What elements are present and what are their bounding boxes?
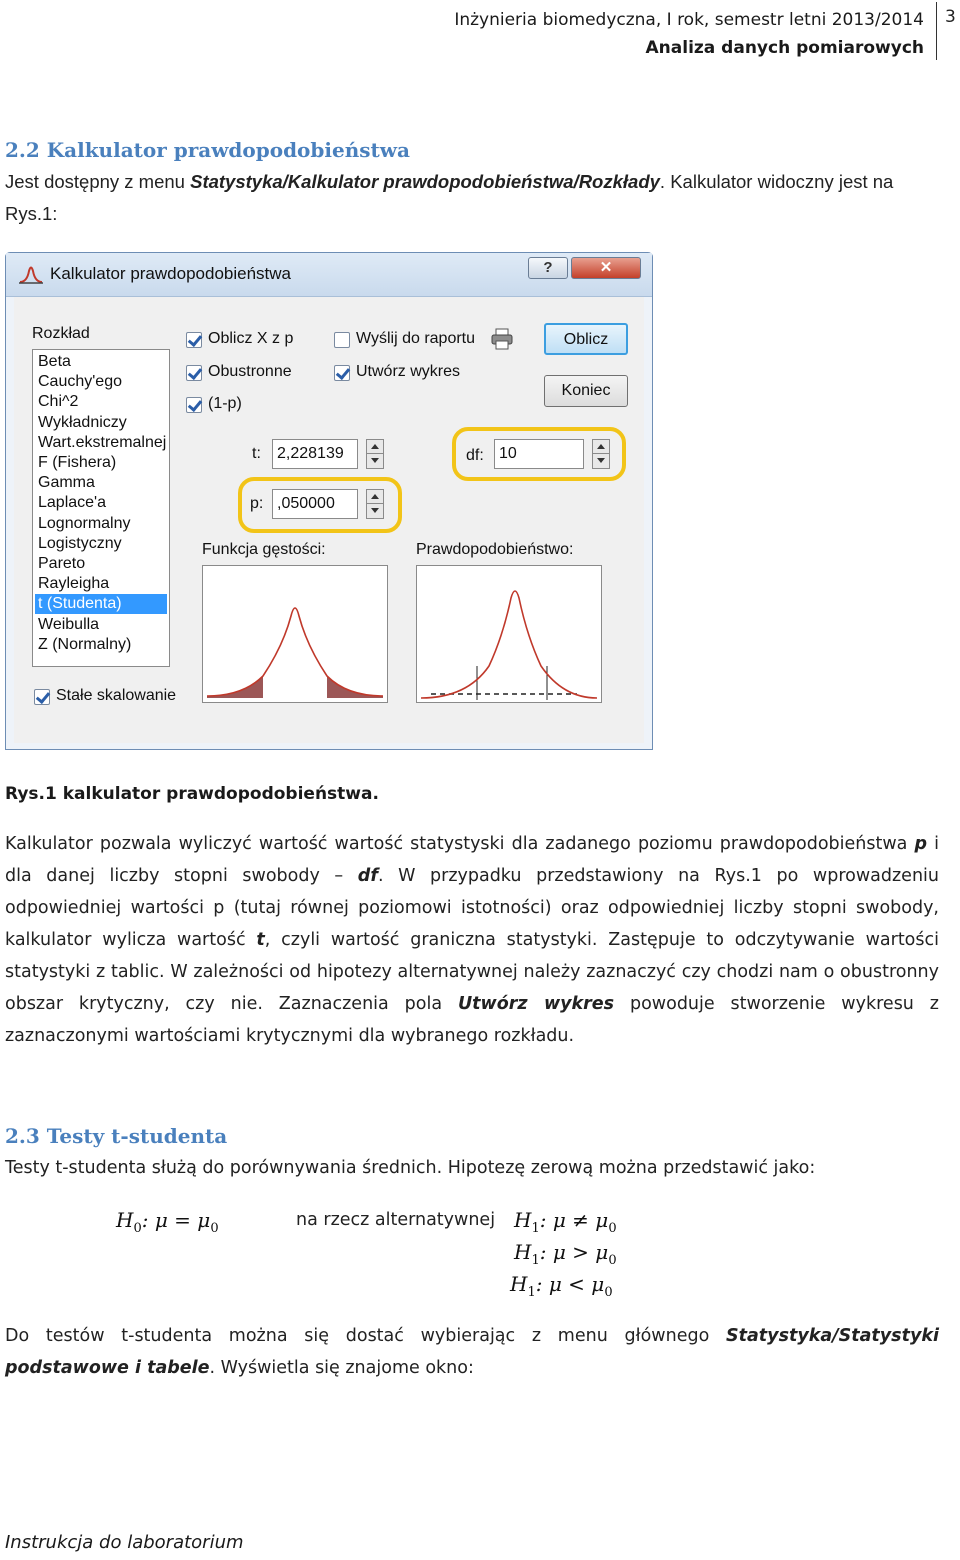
caption-text: Rys.1 kalkulator prawdopodobieństwa. xyxy=(5,784,379,804)
df-term: df xyxy=(357,866,378,886)
two-sided-label: Obustronne xyxy=(208,363,292,380)
text: powoduje stworzenie wykresu z zaznaczonymi wartościami krytycznymi dla wybranego rozkładu. xyxy=(5,994,939,1046)
fixed-scale-label: Stałe skalowanie xyxy=(56,687,177,704)
text: . Wyświetla się znajome okno: xyxy=(209,1358,474,1378)
distribution-item[interactable]: t (Studenta) xyxy=(35,594,167,614)
text: , czyli wartość graniczna statystyki. Zastępuje to odczytywanie wartości statystyki z tablic. W zależności od hipotezy alternatywnej należy zaznaczyć czy chodzi nam o obustronny obszar krytyczny, czy nie. Zaznaczenia pola xyxy=(5,930,939,1014)
header-course: Inżynieria biomedyczna, I rok, semestr letni 2013/2014 xyxy=(454,10,924,30)
distribution-item[interactable]: Gamma xyxy=(38,474,95,492)
send-report-checkbox[interactable] xyxy=(334,332,350,348)
symbol: H xyxy=(514,1240,532,1264)
question-icon: ? xyxy=(543,259,553,276)
distribution-item[interactable]: Cauchy'ego xyxy=(38,373,122,391)
t-spinner[interactable] xyxy=(366,439,384,469)
subscript: 0 xyxy=(133,1221,142,1236)
close-button[interactable] xyxy=(571,257,641,279)
subscript: 0 xyxy=(608,1253,617,1268)
subscript: 0 xyxy=(608,1221,617,1236)
two-sided-checkbox[interactable] xyxy=(186,365,202,381)
alt-hypothesis-lt xyxy=(510,1272,613,1300)
distribution-item[interactable]: Lognormalny xyxy=(38,514,131,532)
section-2-3-intro: Testy t-studenta służą do porównywania średnich. Hipotezę zerową można przedstawić jako: xyxy=(5,1158,816,1178)
distribution-label: Rozkład xyxy=(32,325,90,342)
p-term: p xyxy=(914,834,928,854)
density-label: Funkcja gęstości: xyxy=(202,541,326,558)
section-heading-2-2: 2.2 Kalkulator prawdopodobieństwa xyxy=(5,138,410,162)
symbol: H xyxy=(116,1208,134,1232)
window-title: Kalkulator prawdopodobieństwa xyxy=(50,264,291,283)
distribution-item[interactable]: Rayleigha xyxy=(38,575,110,593)
distribution-item[interactable]: Wart.ekstremalnej xyxy=(38,433,167,451)
symbol: : μ ≠ μ xyxy=(539,1208,609,1232)
distribution-item[interactable]: Chi^2 xyxy=(38,393,79,411)
page-number: 3 xyxy=(936,2,960,60)
left-critical-region xyxy=(207,676,263,698)
null-hypothesis xyxy=(116,1208,219,1236)
subscript: 1 xyxy=(531,1221,540,1236)
one-minus-p-label: (1-p) xyxy=(208,395,242,412)
p-spinner[interactable] xyxy=(366,489,384,519)
t-term: t xyxy=(256,930,265,950)
t-value-field[interactable]: 2,228139 xyxy=(272,439,358,469)
text: i dla danej liczby stopni swobody – xyxy=(5,834,939,886)
intro-text: Jest dostępny z menu xyxy=(5,171,191,192)
menu-path: Statystyka/Statystyki podstawowe i tabele xyxy=(5,1326,939,1378)
alt-hypothesis-neq xyxy=(514,1208,617,1236)
alternative-text: na rzecz alternatywnej xyxy=(296,1210,496,1230)
distribution-item[interactable]: Weibulla xyxy=(38,615,100,633)
probability-label: Prawdopodobieństwo: xyxy=(416,541,574,558)
text: Kalkulator pozwala wyliczyć wartość wartość statystyski dla zadanego poziomu prawdopodobieństwa xyxy=(5,834,915,854)
distribution-item[interactable]: Laplace'a xyxy=(38,494,106,512)
intro-text-end: . Kalkulator widoczny jest na Rys.1: xyxy=(5,171,894,224)
df-label: df: xyxy=(466,447,484,464)
figure-caption xyxy=(5,784,379,804)
calculate-button[interactable]: Oblicz xyxy=(544,323,628,355)
calculator-window xyxy=(5,252,653,750)
one-minus-p-checkbox[interactable] xyxy=(186,397,202,413)
menu-path: Statystyka/Kalkulator prawdopodobieństwa/Rozkłady xyxy=(190,171,660,192)
section-2-2-intro xyxy=(5,166,935,230)
distribution-item[interactable]: F (Fishera) xyxy=(38,454,117,471)
help-button[interactable] xyxy=(528,257,568,279)
distribution-item[interactable]: Z (Normalny) xyxy=(38,635,132,653)
distribution-item[interactable]: Pareto xyxy=(38,555,86,572)
probability-curve xyxy=(417,566,601,702)
alt-hypothesis-gt xyxy=(514,1240,617,1268)
p-label: p: xyxy=(250,495,264,512)
subscript: 1 xyxy=(527,1285,536,1300)
subscript: 0 xyxy=(210,1221,219,1236)
probability-plot xyxy=(416,565,602,703)
density-curve xyxy=(203,566,387,702)
distribution-app-icon xyxy=(18,263,44,285)
send-report-label: Wyślij do raportu xyxy=(356,330,476,347)
fixed-scale-checkbox[interactable] xyxy=(34,689,50,705)
subscript: 1 xyxy=(531,1253,540,1268)
right-critical-region xyxy=(327,676,383,698)
section-heading-2-3: 2.3 Testy t-studenta xyxy=(5,1124,228,1148)
density-plot xyxy=(202,565,388,703)
create-plot-term: Utwórz wykres xyxy=(457,994,615,1014)
distribution-list[interactable] xyxy=(32,349,170,667)
page-footer: Instrukcja do laboratorium xyxy=(5,1532,244,1553)
distribution-item[interactable]: Logistyczny xyxy=(38,534,122,552)
distribution-item[interactable]: Wykładniczy xyxy=(38,413,127,431)
symbol: : μ > μ xyxy=(539,1240,609,1264)
end-button[interactable]: Koniec xyxy=(544,375,628,407)
header-subject: Analiza danych pomiarowych xyxy=(645,38,924,58)
create-plot-checkbox[interactable] xyxy=(334,365,350,381)
symbol: H xyxy=(514,1208,532,1232)
text: Do testów t-studenta można się dostać wybierając z menu głównego xyxy=(5,1326,727,1346)
symbol: H xyxy=(510,1272,528,1296)
create-plot-label: Utwórz wykres xyxy=(356,363,461,380)
close-icon: ✕ xyxy=(599,259,613,276)
symbol: : μ < μ xyxy=(535,1272,605,1296)
text: . W przypadku przedstawiony na Rys.1 po wprowadzeniu odpowiedniej wartości p (tutaj równej poziomowi istotności) oraz odpowiedniej liczby stopni swobody, kalkulator wylicza wartość xyxy=(5,866,939,950)
distribution-item[interactable]: Beta xyxy=(38,353,71,370)
symbol: : μ = μ xyxy=(141,1208,211,1232)
compute-x-label: Oblicz X z p xyxy=(208,330,294,347)
compute-x-checkbox[interactable] xyxy=(186,332,202,348)
df-spinner[interactable] xyxy=(592,439,610,469)
printer-icon[interactable] xyxy=(490,327,514,351)
t-test-access-text xyxy=(5,1320,939,1384)
page-header xyxy=(454,6,924,62)
calculator-description xyxy=(5,828,939,1052)
t-label: t: xyxy=(252,445,261,462)
window-titlebar xyxy=(6,253,652,297)
df-value-field[interactable]: 10 xyxy=(494,439,584,469)
window-client-area xyxy=(14,297,644,743)
p-value-field[interactable]: ,050000 xyxy=(272,489,358,519)
subscript: 0 xyxy=(604,1285,613,1300)
